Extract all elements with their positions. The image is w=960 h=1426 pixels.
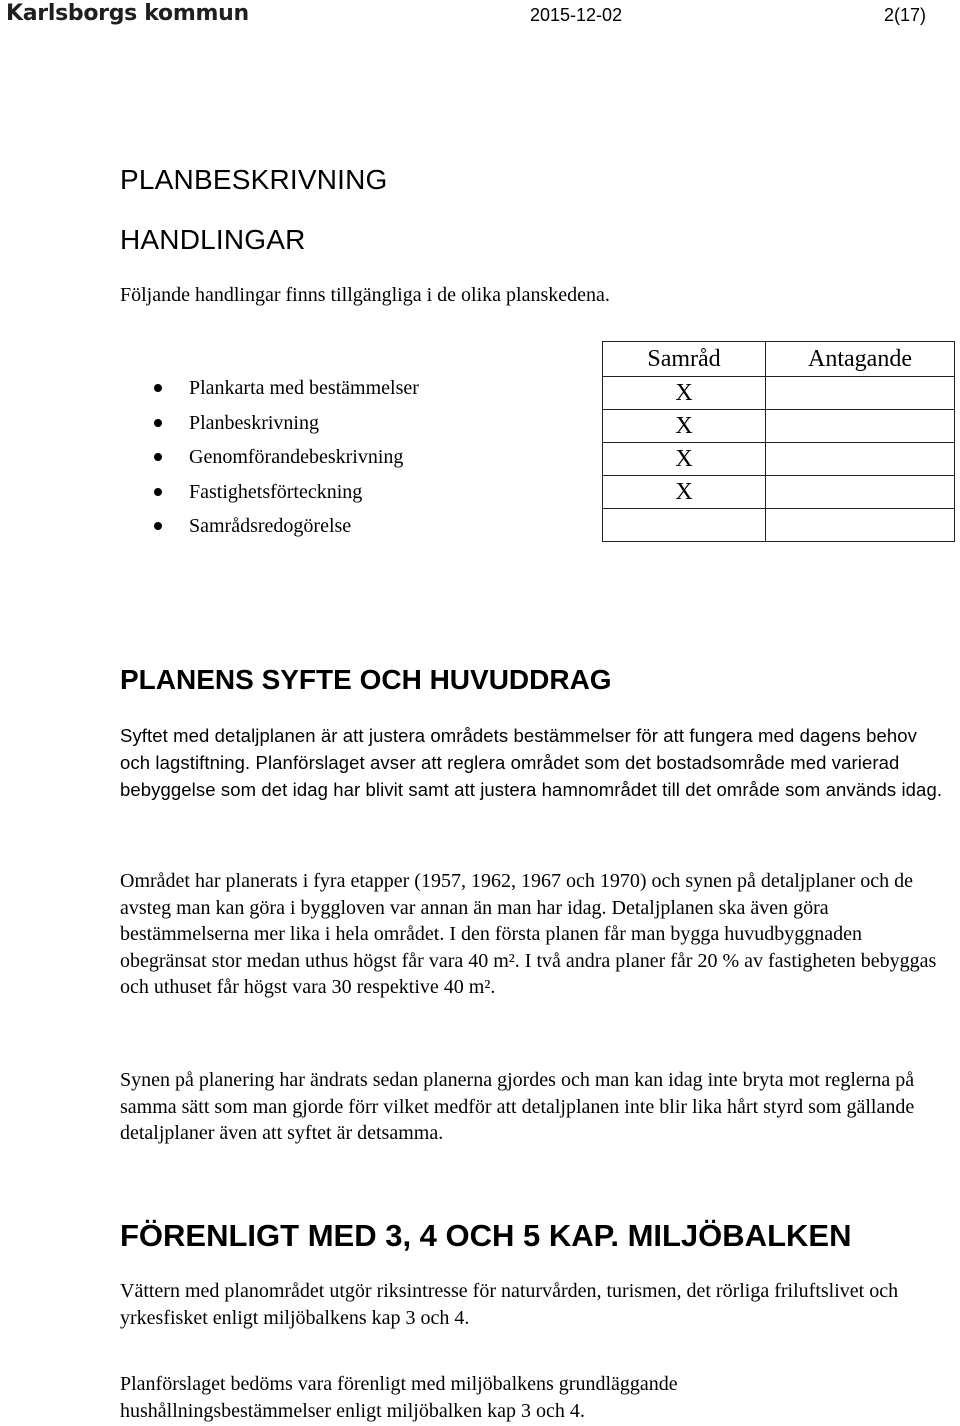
document-title: PLANBESKRIVNING <box>120 164 388 195</box>
section-heading-syfte: PLANENS SYFTE OCH HUVUDDRAG <box>120 664 612 695</box>
document-date: 2015-12-02 <box>530 5 623 25</box>
etapper-paragraph: Området har planerats i fyra etapper (1957, 1962, 1967 och 1970) och synen på detaljplaner och de avsteg man kan göra i byggloven var annan än man har idag. Detaljplanen ska även göra bestämmelserna mer lika i hela området. I den första planen får man bygga huvudbyggnaden obegränsat stor medan uthus högst får vara 40 m². I två andra planer får 20 % av fastigheten bebyggas och uthuset får högst vara 30 respektive 40 m². <box>120 870 937 998</box>
list-item <box>150 512 419 547</box>
table-header-row <box>603 342 955 377</box>
table-row <box>603 509 955 542</box>
table-cell <box>766 377 955 410</box>
syfte-sentence: Syftet med detaljplanen är att justera områdets bestämmelser för att fungera med dagens behov och lagstiftning. <box>120 725 918 773</box>
riksintresse-paragraph: Vättern med planområdet utgör riksintresse för naturvården, turismen, det rörliga friluftslivet och yrkesfisket enligt miljöbalkens kap 3 och 4. <box>120 1280 899 1329</box>
table-cell <box>766 443 955 476</box>
table-cell: X <box>603 410 766 443</box>
column-header-samrad: Samråd <box>603 342 766 377</box>
table-cell: X <box>603 476 766 509</box>
handlingar-intro: Följande handlingar finns tillgängliga i de olika planskedena. <box>120 284 610 306</box>
list-item-label: Samrådsredogörelse <box>189 515 352 537</box>
table-cell <box>766 410 955 443</box>
table-cell <box>766 476 955 509</box>
syfte-paragraph <box>120 722 950 803</box>
bullet-icon <box>154 488 162 496</box>
planering-paragraph: Synen på planering har ändrats sedan planerna gjordes och man kan idag inte bryta mot reglerna på samma sätt som man gjorde förr vilket medför att detaljplanen inte blir lika hårt styrd som gällande detaljplaner även att syftet är detsamma. <box>120 1069 915 1144</box>
municipality-logo: Karlsborgs kommun <box>6 1 249 26</box>
planforslag-sentence: Planförslaget avser att reglera området som det bostadsområde med varierad bebyggelse som det idag har blivit samt att justera hamnområdet till det område som används idag. <box>120 752 943 800</box>
list-item <box>150 478 419 513</box>
bullet-icon <box>154 522 162 530</box>
list-item-label: Genomförandebeskrivning <box>189 446 404 468</box>
page-number: 2(17) <box>884 5 927 25</box>
table-cell <box>766 509 955 542</box>
section-heading-handlingar: HANDLINGAR <box>120 224 306 255</box>
table-row <box>603 410 955 443</box>
section-heading-miljobalken: FÖRENLIGT MED 3, 4 OCH 5 KAP. MILJÖBALKEN <box>120 1218 852 1253</box>
column-header-antagande: Antagande <box>766 342 955 377</box>
table-cell: X <box>603 443 766 476</box>
table-cell <box>603 509 766 542</box>
forenlighet-paragraph: Planförslaget bedöms vara förenligt med miljöbalkens grundläggande hushållningsbestämmelser enligt miljöbalken kap 3 och 4. <box>120 1373 678 1422</box>
table-row <box>603 476 955 509</box>
table-cell: X <box>603 377 766 410</box>
list-item <box>150 443 419 478</box>
bullet-icon <box>154 419 162 427</box>
bullet-icon <box>154 453 162 461</box>
list-item <box>150 409 419 444</box>
list-item <box>150 374 419 409</box>
document-list <box>150 374 419 547</box>
plan-stage-table <box>602 341 955 542</box>
list-item-label: Planbeskrivning <box>189 411 319 434</box>
list-item-label: Fastighetsförteckning <box>189 480 363 503</box>
table-row <box>603 377 955 410</box>
list-item-label: Plankarta med bestämmelser <box>189 377 419 399</box>
bullet-icon <box>154 384 162 392</box>
table-row <box>603 443 955 476</box>
